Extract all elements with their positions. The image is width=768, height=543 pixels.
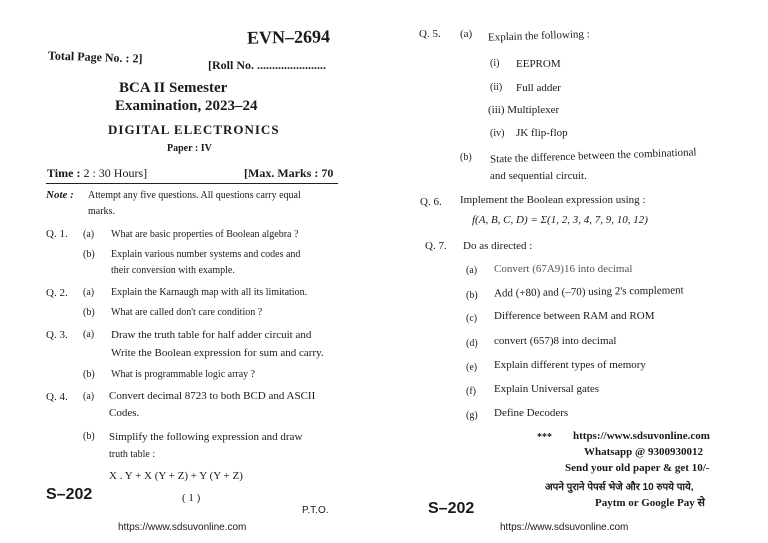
paper-code: EVN–2694 (246, 26, 331, 48)
q5a-text: Explain the following : (487, 28, 590, 44)
promo-url: https://www.sdsuvonline.com (573, 430, 710, 442)
exam-title: Examination, 2023–24 (115, 98, 258, 114)
subject-title: DIGITAL ELECTRONICS (108, 122, 280, 137)
q3b-label: (b) (83, 369, 95, 380)
q3a-label: (a) (83, 329, 95, 340)
q2a-label: (a) (83, 287, 95, 298)
roll-no: [Roll No. ....................... (208, 58, 326, 72)
q4-number: Q. 4. (46, 391, 68, 403)
q4a-text-2: Codes. (109, 407, 140, 419)
q7g-label: (g) (466, 410, 478, 421)
q7f-text: Explain Universal gates (494, 383, 600, 395)
footer-url: https://www.sdsuvonline.com (118, 522, 247, 533)
q1b-text-2: their conversion with example. (111, 265, 235, 276)
q5a-ii-text: Full adder (516, 82, 561, 94)
q3b-text: What is programmable logic array ? (111, 369, 256, 380)
note-line-2: marks. (88, 206, 115, 217)
q7e-text: Explain different types of memory (494, 359, 646, 371)
promo-pay: Paytm or Google Pay से (595, 497, 705, 509)
q5a-iv-text: JK flip-flop (516, 127, 568, 139)
q7d-label: (d) (466, 338, 478, 349)
q7b-text: Add (+80) and (–70) using 2's complement (493, 284, 684, 300)
q5a-ii-label: (ii) (490, 82, 503, 93)
q3a-text-1: Draw the truth table for half adder circuit and (111, 329, 312, 341)
q5b-label: (b) (460, 152, 472, 163)
note-line-1: Attempt any five questions. All questions carry equal (88, 190, 301, 201)
q4a-label: (a) (83, 391, 95, 402)
q5a-label: (a) (460, 28, 473, 40)
q5b-text-2: and sequential circuit. (490, 170, 587, 182)
q7f-label: (f) (466, 386, 476, 397)
q5-number: Q. 5. (419, 28, 441, 40)
q1a-label: (a) (83, 229, 95, 240)
time-label: Time : (47, 166, 81, 180)
promo-hindi: अपने पुराने पेपर्स भेजे और 10 रुपये पाये, (545, 482, 694, 493)
q7a-text: Convert (67A9)16 into decimal (494, 263, 633, 275)
q2b-label: (b) (83, 307, 95, 318)
semester-title: BCA II Semester (119, 80, 228, 96)
header-divider (46, 183, 338, 184)
q2a-text: Explain the Karnaugh map with all its limitation. (111, 287, 308, 298)
q7e-label: (e) (466, 362, 478, 373)
q7d-text: convert (657)8 into decimal (494, 335, 617, 347)
q3-number: Q. 3. (46, 329, 68, 341)
q1b-label: (b) (83, 249, 95, 260)
q4b-text-2: truth table : (109, 449, 156, 460)
page-number: ( 1 ) (182, 492, 201, 504)
total-pages: Total Page No. : 2] (47, 48, 143, 66)
q5b-text-1: State the difference between the combinational (489, 146, 697, 166)
q7g-text: Define Decoders (494, 407, 569, 419)
series-code-right: S–202 (428, 500, 475, 517)
q5a-i-label: (i) (490, 58, 500, 69)
q5a-iii-text: (iii) Multiplexer (488, 104, 560, 116)
q7c-text: Difference between RAM and ROM (494, 310, 655, 322)
promo-send: Send your old paper & get 10/- (565, 462, 710, 474)
paper-number: Paper : IV (167, 143, 212, 154)
q1a-text: What are basic properties of Boolean algebra ? (111, 229, 299, 240)
q2-number: Q. 2. (46, 287, 68, 299)
footer-url-right: https://www.sdsuvonline.com (500, 522, 629, 533)
q4a-text-1: Convert decimal 8723 to both BCD and ASCII (109, 390, 316, 402)
q4b-label: (b) (83, 431, 95, 442)
q1-number: Q. 1. (46, 228, 68, 240)
q4b-text-1: Simplify the following expression and draw (109, 431, 303, 443)
pto-mark: P.T.O. (302, 505, 329, 516)
max-marks: [Max. Marks : 70 (244, 166, 334, 180)
q7-heading: Do as directed : (463, 240, 533, 252)
q6-number: Q. 6. (420, 196, 442, 208)
note-label: Note : (46, 189, 74, 201)
q5a-i-text: EEPROM (516, 58, 561, 70)
promo-stars: *** (537, 432, 552, 443)
q5a-iv-label: (iv) (490, 128, 505, 139)
q7c-label: (c) (466, 313, 478, 324)
q1b-text-1: Explain various number systems and codes and (111, 249, 301, 260)
q2b-text: What are called don't care condition ? (111, 307, 263, 318)
q7a-label: (a) (466, 265, 478, 276)
q6-expression: f(A, B, C, D) = Σ(1, 2, 3, 4, 7, 9, 10, 12) (472, 214, 648, 226)
q3a-text-2: Write the Boolean expression for sum and carry. (111, 347, 324, 359)
promo-whatsapp: Whatsapp @ 9300930012 (584, 446, 704, 458)
q6-text: Implement the Boolean expression using : (460, 194, 646, 206)
q4b-expression: X . Y + X (Y + Z) + Y (Y + Z) (109, 470, 243, 482)
q7b-label: (b) (466, 290, 478, 301)
q7-number: Q. 7. (425, 240, 447, 252)
series-code: S–202 (46, 486, 93, 503)
time-value: 2 : 30 Hours] (83, 166, 148, 180)
